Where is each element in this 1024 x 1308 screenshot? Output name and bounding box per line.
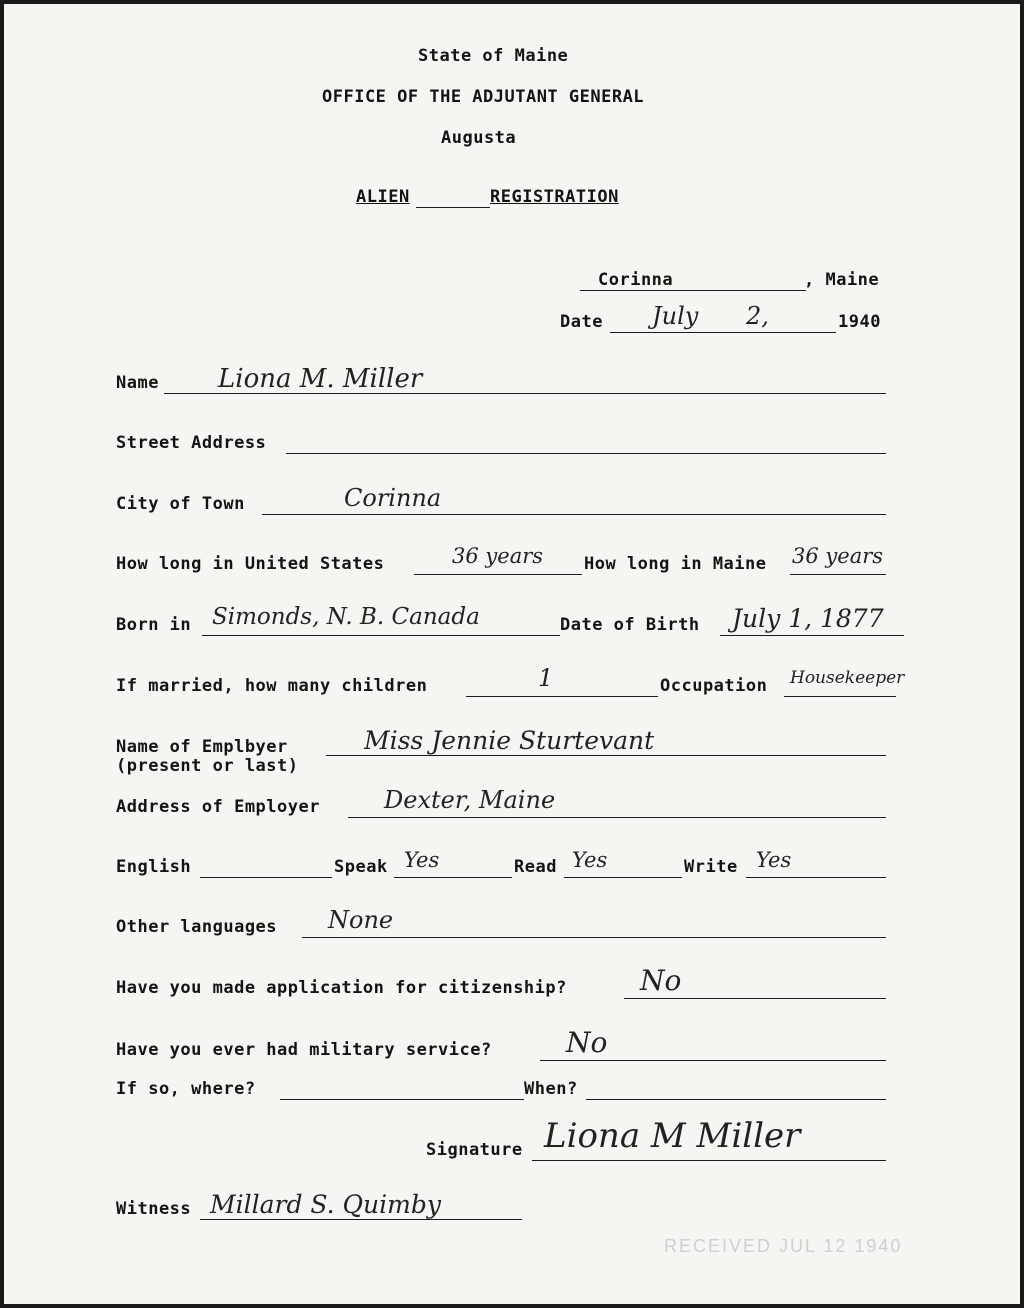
occupation-label: Occupation [660,676,768,696]
english-label: English [116,857,192,877]
emp-address-value: Dexter, Maine [384,786,556,814]
where-label: If so, where? [116,1079,256,1099]
children-line [466,696,658,697]
date-line [610,332,836,333]
english-line [200,877,332,878]
other-lang-label: Other languages [116,917,278,937]
name-value: Liona M. Miller [218,364,423,394]
military-line [540,1060,886,1061]
dob-value: July 1, 1877 [732,604,884,633]
signature-line [532,1160,886,1161]
other-lang-line [302,937,886,938]
city-line [262,514,886,515]
date-month: July [652,302,699,330]
employer-line [326,755,886,756]
citizenship-value: No [640,964,682,997]
street-label: Street Address [116,433,267,453]
emp-address-line [348,817,886,818]
born-value: Simonds, N. B. Canada [212,604,480,630]
name-label: Name [116,373,159,393]
location-state: , Maine [804,270,880,290]
children-label: If married, how many children [116,676,428,696]
location-line [580,290,806,291]
date-label: Date [560,312,603,332]
born-line [202,635,560,636]
citizenship-label: Have you made application for citizenship? [116,978,567,998]
city-label: City of Town [116,494,245,514]
emp-address-label: Address of Employer [116,797,320,817]
write-value: Yes [756,848,792,872]
employer-label-2: (present or last) [116,756,299,776]
us-line [414,574,582,575]
witness-value: Millard S. Quimby [210,1190,441,1219]
read-line [564,877,682,878]
title-rule [416,207,490,208]
us-value: 36 years [452,544,544,568]
employer-value: Miss Jennie Sturtevant [364,726,655,755]
header-office: OFFICE OF THE ADJUTANT GENERAL [322,87,645,107]
city-value: Corinna [344,484,442,512]
born-label: Born in [116,615,192,635]
title-alien: ALIEN [356,187,410,207]
street-line [286,453,886,454]
occupation-value: Housekeeper [790,668,905,688]
occupation-line [784,696,896,697]
dob-line [720,635,904,636]
date-year: 1940 [838,312,881,332]
maine-label: How long in Maine [584,554,767,574]
when-label: When? [524,1079,578,1099]
where-line [280,1099,524,1100]
when-line [586,1099,886,1100]
employer-label: Name of Emplbyer [116,737,288,757]
write-line [746,877,886,878]
title-registration: REGISTRATION [490,187,619,207]
military-value: No [566,1026,608,1059]
registration-form [4,4,1020,1304]
received-stamp: RECEIVED JUL 12 1940 [664,1236,903,1256]
witness-line [200,1219,522,1220]
read-value: Yes [572,848,608,872]
speak-label: Speak [334,857,388,877]
header-state: State of Maine [418,46,569,66]
header-city: Augusta [441,128,517,148]
signature-value: Liona M Miller [544,1116,801,1156]
write-label: Write [684,857,738,877]
citizenship-line [624,998,886,999]
maine-line [790,574,886,575]
military-label: Have you ever had military service? [116,1040,492,1060]
other-lang-value: None [328,906,394,934]
dob-label: Date of Birth [560,615,700,635]
children-value: 1 [538,664,554,692]
read-label: Read [514,857,557,877]
speak-value: Yes [404,848,440,872]
speak-line [394,877,512,878]
signature-label: Signature [426,1140,523,1160]
witness-label: Witness [116,1199,192,1219]
date-day: 2, [746,302,769,330]
maine-value: 36 years [792,544,884,568]
us-label: How long in United States [116,554,385,574]
location-town: Corinna [598,270,674,290]
